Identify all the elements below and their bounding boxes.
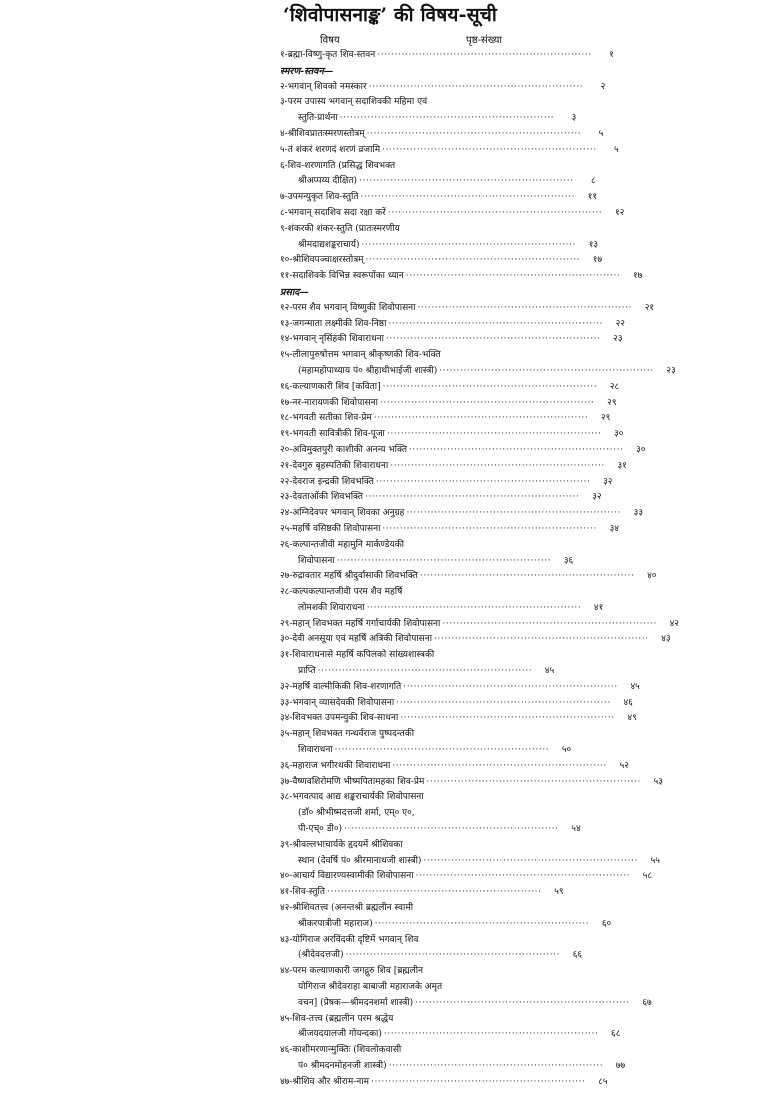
toc-entry	[280, 727, 502, 743]
toc-entry-continuation	[280, 364, 676, 380]
table-of-contents	[280, 48, 679, 1091]
toc-entry	[280, 1012, 502, 1028]
toc-entry-text: २१-देवगुरु बृहस्पतिकी शिवाराधना	[280, 459, 390, 475]
page-number: १३	[588, 239, 599, 250]
toc-entry	[280, 585, 502, 601]
dot-leader: ······························································	[344, 824, 559, 835]
dot-leader: ······························································	[366, 128, 582, 139]
dot-leader: ······························································	[442, 618, 657, 629]
section-heading: स्मरण-स्तवन—	[280, 65, 334, 77]
dot-leader: ······························································	[382, 381, 598, 392]
toc-entry-text: ४२-श्रीशिवतत्त्व (अनन्तश्री ब्रह्मलीन स्वामी	[280, 903, 414, 914]
toc-entry	[280, 490, 602, 506]
toc-entry-text: लोमशकी शिवाराधना	[298, 601, 367, 617]
page-number: ३४	[609, 523, 619, 534]
toc-entry-text: ३०-देवी अनसूया एवं महर्षि अत्रिकी शिवोपासना	[280, 632, 434, 648]
page-number: ३१	[617, 460, 627, 471]
page-number: ८५	[598, 1076, 608, 1087]
toc-entry-text: २८-कल्पकल्पान्तजीवी परम शैव महर्षि	[280, 587, 403, 598]
toc-entry	[280, 190, 598, 206]
toc-entry-text: प्राप्ति	[298, 664, 318, 680]
page-number: ४०	[647, 571, 657, 582]
page-title: ‘शिवोपासनाङ्क’ की विषय-सूची	[283, 4, 497, 26]
page-number: १२	[615, 207, 625, 218]
toc-entry-continuation	[280, 822, 581, 838]
toc-entry-text: ३८-भगवत्पाद आद्य शङ्कराचार्यकी शिवोपासना	[280, 792, 424, 803]
dot-leader: ······························································	[327, 887, 542, 898]
dot-leader: ······························································	[375, 476, 591, 487]
toc-entry	[280, 159, 502, 175]
page-number: ५०	[561, 745, 572, 756]
toc-entry-text: २७-रुद्रावतार महर्षि श्रीदुर्वासाकी शिवभक्ति	[280, 569, 420, 585]
page-number: ८	[590, 176, 596, 187]
toc-entry-text: वचन] (प्रेषक—श्रीमदनशर्मा शास्त्री)	[298, 996, 415, 1012]
toc-entry-continuation	[280, 996, 652, 1012]
toc-entry-text: ४-श्रीशिवप्रातःस्मरणस्तोत्रम्	[280, 127, 367, 143]
dot-leader: ······························································	[415, 997, 630, 1008]
toc-entry-text: ४०-आचार्य विद्यारण्यस्वामीकी शिवोपासना	[280, 869, 416, 885]
toc-entry	[280, 269, 643, 285]
toc-entry	[280, 1075, 608, 1091]
toc-entry	[280, 790, 502, 806]
page-number: ४५	[630, 681, 640, 692]
toc-entry-text: ३९-श्रीवल्लभाचार्यके हृदयमें श्रीशिवका	[280, 839, 403, 850]
page-number: ४२	[669, 618, 679, 629]
dot-leader: ······························································	[403, 681, 618, 692]
dot-leader: ······························································	[426, 776, 641, 787]
dot-leader: ······························································	[365, 492, 580, 503]
toc-entry	[280, 617, 679, 633]
toc-entry-text: १०-श्रीशिवपञ्चाक्षरस्तोत्रम्	[280, 253, 366, 269]
toc-entry	[280, 1043, 502, 1059]
toc-entry-text: १९-भगवती सावित्रीकी शिव-पूजा	[280, 427, 387, 443]
toc-entry	[280, 475, 613, 491]
toc-entry	[280, 711, 637, 727]
page-number: ५५	[650, 855, 660, 866]
toc-entry-text: ३४-शिवभक्त उपमन्युकी शिव-साधना	[280, 711, 400, 727]
toc-entry	[280, 538, 502, 554]
toc-entry-text: १२-परम शैव भगवान् विष्णुकी शिवोपासना	[280, 301, 418, 317]
toc-entry	[280, 206, 625, 222]
page-number: ३२	[603, 476, 613, 487]
toc-entry-text: १-ब्रह्मा-विष्णु-कृत शिव-स्तवन	[280, 48, 377, 64]
page-number: ४९	[627, 713, 637, 724]
column-header-page-number: पृष्ठ-संख्या	[466, 35, 502, 46]
toc-entry	[280, 632, 671, 648]
toc-entry-text: शिवाराधना	[298, 743, 335, 759]
toc-entry	[280, 569, 657, 585]
toc-entry-continuation	[280, 664, 555, 680]
toc-entry-text: ५-तं शंकरं शरणदं शरणं व्रजामि	[280, 143, 382, 159]
dot-leader: ······························································	[365, 255, 581, 266]
dot-leader: ······························································	[400, 713, 615, 724]
toc-entry-text: ४१-शिव-स्तुति	[280, 885, 327, 901]
page-number: २२	[615, 318, 625, 329]
toc-entry-continuation	[280, 238, 599, 254]
toc-entry-text: २९-महान् शिवभक्त महर्षि गर्गाचार्यकी शिवोपासना	[280, 617, 442, 633]
dot-leader: ······························································	[423, 855, 638, 866]
toc-entry	[280, 143, 619, 159]
dot-leader: ······························································	[388, 1061, 604, 1071]
page-number: ७७	[615, 1061, 626, 1071]
toc-entry	[280, 222, 502, 238]
page-number: १७	[633, 271, 643, 282]
page-number: २८	[609, 381, 620, 392]
toc-entry	[280, 380, 620, 396]
toc-entry-text: (डॉ० श्रीभीष्मदत्तजी शर्मा, एम्० ए०,	[298, 808, 415, 819]
toc-entry	[280, 48, 614, 64]
toc-entry	[280, 869, 653, 885]
dot-leader: ······························································	[388, 318, 603, 329]
toc-entry	[280, 759, 629, 775]
toc-entry-text: श्रीजयदयालजी गोयन्दका)	[298, 1027, 384, 1043]
dot-leader: ······························································	[368, 81, 584, 92]
dot-leader: ······························································	[405, 271, 621, 282]
toc-entry	[280, 885, 564, 901]
toc-entry-text: २४-अग्निदेवपर भगवान् शिवका अनुग्रह	[280, 506, 406, 522]
page-number: १	[609, 50, 614, 60]
toc-entry-continuation	[280, 174, 596, 190]
toc-entry-text: ४४-परम कल्याणकारी जगद्गुरु शिव [ब्रह्मलीन	[280, 966, 424, 977]
toc-entry-continuation	[280, 601, 604, 617]
dot-leader: ······························································	[385, 334, 601, 345]
toc-entry-text: ४५-शिव-तत्त्व (ब्रह्मलीन परम श्रद्धेय	[280, 1013, 394, 1024]
dot-leader: ······························································	[360, 192, 576, 203]
toc-entry-text: (श्रीदेवदत्तजी)	[298, 948, 346, 964]
toc-entry-text: ३२-महर्षि वाल्मीकिकी शिव-शरणागति	[280, 680, 403, 696]
toc-entry-continuation	[280, 806, 502, 822]
toc-entry-continuation	[280, 554, 574, 570]
toc-entry-text: शिवोपासना	[298, 554, 337, 570]
toc-entry-continuation	[280, 948, 583, 964]
toc-entry	[280, 964, 502, 980]
toc-entry-text: ४७-श्रीशिव और श्रीराम-नाम	[280, 1075, 371, 1091]
toc-entry	[280, 332, 623, 348]
page-number: २१	[644, 302, 655, 313]
toc-entry-text: २२-देवराज इन्द्रकी शिवभक्ति	[280, 475, 376, 491]
section-heading: प्रसाद—	[280, 286, 309, 298]
toc-entry-text: ३-परम उपास्य भगवान् सदाशिवकी महिमा एवं	[280, 97, 428, 108]
toc-entry	[280, 901, 502, 917]
toc-entry	[280, 648, 502, 664]
toc-entry-text: ४३-योगिराज अरविंदकी दृष्टिमें भगवान् शिव	[280, 934, 419, 945]
toc-entry-text: ९-शंकरकी शंकर-स्तुति (प्रातःस्मरणीय	[280, 223, 400, 234]
page-number: ३०	[636, 444, 646, 455]
toc-entry-text: १५-लीलापुरुषोत्तम भगवान् श्रीकृष्णकी शिव-भक्ति	[280, 350, 441, 361]
toc-entry-text: १७-नर-नारायणकी शिवोपासना	[280, 396, 380, 412]
toc-entry	[280, 301, 655, 317]
dot-leader: ······························································	[396, 697, 611, 708]
toc-entry-text: ३३-भगवान् व्यासदेवकी शिवोपासना	[280, 696, 396, 712]
toc-entry-text: १६-कल्याणकारी शिव [कविता]	[280, 380, 383, 396]
toc-entry	[280, 838, 502, 854]
dot-leader: ······························································	[406, 508, 622, 519]
dot-leader: ······························································	[386, 429, 602, 440]
toc-entry-text: ८-भगवान् सदाशिव सदा रक्षा करें	[280, 206, 388, 222]
page-number: ६६	[572, 950, 583, 961]
toc-entry	[280, 396, 617, 412]
toc-entry	[280, 443, 646, 459]
toc-entry-text: १३-जगन्माता लक्ष्मीकी शिव-निष्ठा	[280, 317, 388, 333]
toc-entry-continuation	[280, 1027, 621, 1043]
dot-leader: ······························································	[383, 1029, 599, 1040]
toc-entry-text: ४६-काशीमरणान्मुक्तिः (शिवलोकवासी	[280, 1045, 402, 1056]
dot-leader: ······························································	[359, 176, 574, 187]
toc-entry	[280, 253, 603, 269]
page-number: ५२	[619, 760, 629, 771]
page-number: १७	[592, 255, 603, 266]
toc-entry-text: श्रीकरपात्रीजी महाराज)	[298, 917, 375, 933]
page-number: ५	[614, 144, 619, 155]
toc-entry-text: २५-महर्षि वसिष्ठकी शिवोपासना	[280, 522, 382, 538]
page-number: ५	[598, 128, 604, 139]
toc-entry	[280, 127, 604, 143]
page-number: ४६	[623, 697, 633, 708]
toc-entry-text: २३-देवताओंकी शिवभक्ति	[280, 490, 365, 506]
dot-leader: ······························································	[379, 397, 595, 408]
toc-entry-text: ६-शिव-शरणागति (प्रसिद्ध शिवभक्त	[280, 160, 396, 171]
toc-entry	[280, 775, 663, 791]
page-number: ३०	[614, 429, 624, 440]
toc-entry-text: श्रीअप्पय्य दीक्षित)	[298, 174, 359, 190]
dot-leader: ······························································	[382, 523, 597, 534]
toc-entry-text: पं० श्रीमदनमोहनजी शास्त्री)	[298, 1059, 389, 1075]
toc-entry	[280, 680, 640, 696]
toc-entry-continuation	[280, 917, 612, 933]
dot-leader: ······························································	[336, 555, 552, 566]
page-number: २३	[613, 334, 623, 345]
dot-leader: ······························································	[339, 113, 555, 124]
toc-entry-continuation	[280, 980, 502, 996]
page-number: ५९	[554, 887, 564, 898]
dot-leader: ······························································	[392, 760, 607, 771]
page-number: ३	[571, 113, 577, 124]
toc-entry-text: श्रीमदाद्यशङ्कराचार्य)	[298, 238, 361, 254]
page-number: २	[600, 81, 606, 92]
toc-entry-text: २६-कल्पान्तजीवी महामुनि मार्कण्डेयकी	[280, 539, 404, 550]
toc-entry-text: २०-अविमुक्तपुरी काशीकी अनन्य भक्ति	[280, 443, 409, 459]
toc-entry-text: २-भगवान् शिवको नमस्कार	[280, 80, 369, 96]
page-number: ५४	[571, 824, 581, 835]
toc-entry-text: १८-भगवती सतीका शिव-प्रेम	[280, 411, 374, 427]
dot-leader: ······························································	[439, 365, 654, 376]
toc-entry-continuation	[280, 111, 577, 127]
dot-leader: ······························································	[382, 144, 597, 155]
page-number: ११	[587, 192, 598, 203]
dot-leader: ······························································	[374, 918, 590, 929]
toc-entry	[280, 95, 502, 111]
toc-entry	[280, 411, 611, 427]
toc-entry	[280, 696, 633, 712]
page-number: ३३	[633, 508, 644, 519]
toc-entry-text: स्तुति-प्रार्थना	[298, 111, 340, 127]
toc-entry-text: ३६-महाराज भगीरथकी शिवाराधना	[280, 759, 392, 775]
page-number: २९	[600, 413, 611, 424]
toc-entry	[280, 459, 627, 475]
dot-leader: ······························································	[390, 460, 605, 471]
dot-leader: ······························································	[419, 571, 635, 582]
toc-entry	[280, 933, 502, 949]
toc-entry	[280, 80, 606, 96]
page-number: ३६	[563, 555, 574, 566]
toc-entry-text: ११-सदाशिवके विभिन्न स्वरूपोंका ध्यान	[280, 269, 406, 285]
toc-entry-text: ३७-वैष्णवशिरोमणि भीष्मपितामहका शिव-प्रेम	[280, 775, 426, 791]
toc-entry	[280, 317, 625, 333]
dot-leader: ······························································	[373, 413, 589, 424]
toc-entry-text: ७-उपमन्युकृत शिव-स्तुति	[280, 190, 361, 206]
page-number: ३२	[592, 492, 602, 503]
toc-entry-text: स्थान (देवर्षि पं० श्रीरमानाथजी शास्त्री)	[298, 854, 423, 870]
toc-entry-text: पी-एच्० डी०)	[298, 822, 344, 838]
toc-entry	[280, 427, 624, 443]
dot-leader: ······························································	[408, 444, 624, 455]
page-number: ४५	[544, 666, 555, 677]
page-number: ६७	[642, 997, 652, 1008]
page-number: ५८	[642, 871, 653, 882]
dot-leader: ······························································	[345, 950, 561, 961]
page-number: ६८	[611, 1029, 621, 1040]
dot-leader: ······························································	[387, 207, 603, 218]
dot-leader: ······························································	[334, 745, 550, 756]
toc-entry	[280, 506, 644, 522]
toc-entry	[280, 522, 619, 538]
toc-entry-continuation	[280, 743, 572, 759]
dot-leader: ······························································	[317, 666, 533, 677]
dot-leader: ······························································	[417, 302, 633, 313]
dot-leader: ······························································	[361, 239, 577, 250]
page-number: २३	[666, 365, 676, 376]
page-number: ४१	[593, 602, 604, 613]
dot-leader: ······························································	[366, 602, 582, 613]
toc-entry-text: (महामहोपाध्याय पं० श्रीहाथीभाईजी शास्त्री)	[298, 364, 439, 380]
toc-entry-continuation	[280, 1059, 626, 1075]
column-header-subject: विषय	[320, 35, 340, 46]
dot-leader: ······························································	[377, 50, 592, 60]
toc-entry	[280, 348, 502, 364]
toc-entry-text: १४-भगवान् नृसिंहकी शिवाराधना	[280, 332, 386, 348]
page-number: ४३	[661, 634, 671, 645]
toc-entry-text: ३५-महान् शिवभक्त गन्धर्वराज पुष्पदन्तकी	[280, 729, 415, 740]
toc-entry-text: योगिराज श्रीदेवराहा बाबाजी महाराजके अमृत	[298, 982, 443, 993]
dot-leader: ······························································	[371, 1076, 586, 1087]
dot-leader: ······························································	[415, 871, 631, 882]
dot-leader: ······························································	[434, 634, 649, 645]
toc-entry-text: ३१-शिवाराधनासे महर्षि कपिलको सांख्यशास्त्रकी	[280, 650, 435, 661]
page-number: ५३	[653, 776, 663, 787]
page-number: ६०	[601, 918, 612, 929]
page-number: २९	[607, 397, 617, 408]
toc-entry-continuation	[280, 854, 660, 870]
